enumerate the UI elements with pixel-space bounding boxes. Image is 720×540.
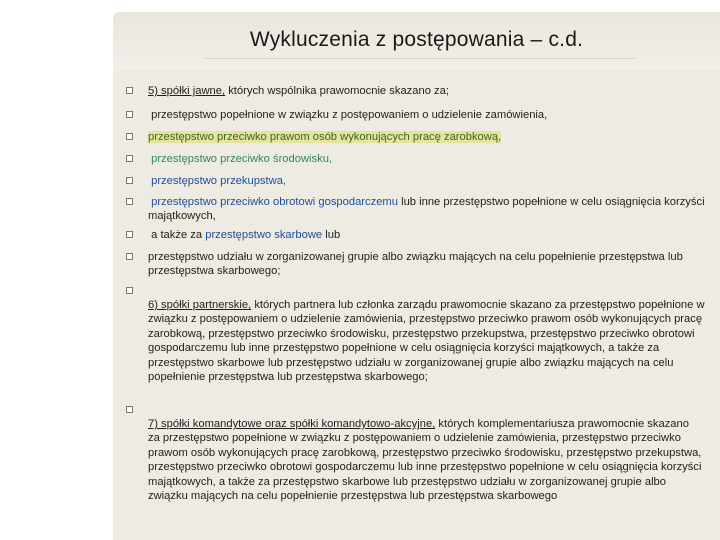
list-item: [126, 195, 708, 224]
item-text: przestępstwo udziału w zorganizowanej grupie albo związku mających na celu popełnienie przestępstwa lub przestępstwa skarbowego;: [148, 251, 683, 278]
square-bullet-icon: [126, 287, 133, 294]
square-bullet-icon: [126, 406, 133, 413]
list-item: [126, 152, 720, 166]
list-item: [126, 228, 720, 242]
item-text: których partnera lub członka zarządu prawomocnie skazano za przestępstwo popełnione w związku z postępowaniem o udzielenie zamówienia, przestępstwo przeciwko prawom osób wykonujących pracę zarobkową, przestępstwo przeciwko środowisku, przestępstwo przekupstwa, przestępstwo przeciwko obrotowi gospodarczemu lub inne przestępstwo popełnione w celu osiągnięcia korzyści majątkowych, a także za przestępstwo skarbowe lub przestępstwo udziału w zorganizowanej grupie albo związku mających na celu popełnienie przestępstwa lub przestępstwa skarbowego;: [148, 299, 705, 384]
left-margin: [0, 0, 113, 540]
list-item: [126, 84, 720, 98]
square-bullet-icon: [126, 133, 133, 140]
square-bullet-icon: [126, 253, 133, 260]
item-heading: 5) spółki jawne,: [148, 85, 226, 97]
item-text: przestępstwo przeciwko środowisku,: [151, 153, 333, 165]
slide-title: Wykluczenia z postępowania – c.d.: [249, 28, 584, 51]
square-bullet-icon: [126, 198, 133, 205]
item-text: których wspólnika prawomocnie skazano za;: [225, 85, 449, 97]
list-item: [126, 108, 720, 122]
list-item: [126, 174, 720, 188]
item-text: przestępstwo popełnione w związku z postępowaniem o udzielenie zamówienia,: [151, 109, 548, 121]
item-text-blue: przestępstwo przeciwko obrotowi gospodarczemu: [151, 196, 398, 208]
item-text: a także za: [151, 229, 206, 241]
item-text: lub: [322, 229, 341, 241]
square-bullet-icon: [126, 155, 133, 162]
square-bullet-icon: [126, 177, 133, 184]
list-item: [126, 130, 720, 144]
list-item: [126, 403, 703, 503]
item-text: lub inne przestępstwo popełnione w celu osiągnięcia korzyści majątkowych,: [148, 196, 705, 223]
square-bullet-icon: [126, 111, 133, 118]
item-text-highlighted: przestępstwo przeciwko prawom osób wykonujących pracę zarobkową,: [148, 131, 502, 143]
square-bullet-icon: [126, 231, 133, 238]
list-item: [126, 250, 693, 279]
item-text: przestępstwo przekupstwa,: [151, 175, 287, 187]
list-item: [126, 284, 720, 384]
item-text: których komplementariusza prawomocnie skazano za przestępstwo popełnione w związku z postępowaniem o udzielenie zamówienia, przestępstwo przeciwko prawom osób wykonujących pracę zarobkową, przestępstwo przeciwko środowisku, przestępstwo przekupstwa, przestępstwo przeciwko obrotowi gospodarczemu lub inne przestępstwo popełnione w celu osiągnięcia korzyści majątkowych, a także za przestępstwo skarbowe lub przestępstwo udziału w zorganizowanej grupie albo związku mających na celu popełnienie przestępstwa lub przestępstwa skarbowego: [148, 418, 702, 503]
title-divider: [205, 58, 635, 59]
square-bullet-icon: [126, 87, 133, 94]
item-heading: 6) spółki partnerskie,: [148, 299, 252, 311]
item-text-blue: przestępstwo skarbowe: [205, 229, 323, 241]
item-heading: 7) spółki komandytowe oraz spółki komandytowo-akcyjne,: [148, 418, 436, 430]
